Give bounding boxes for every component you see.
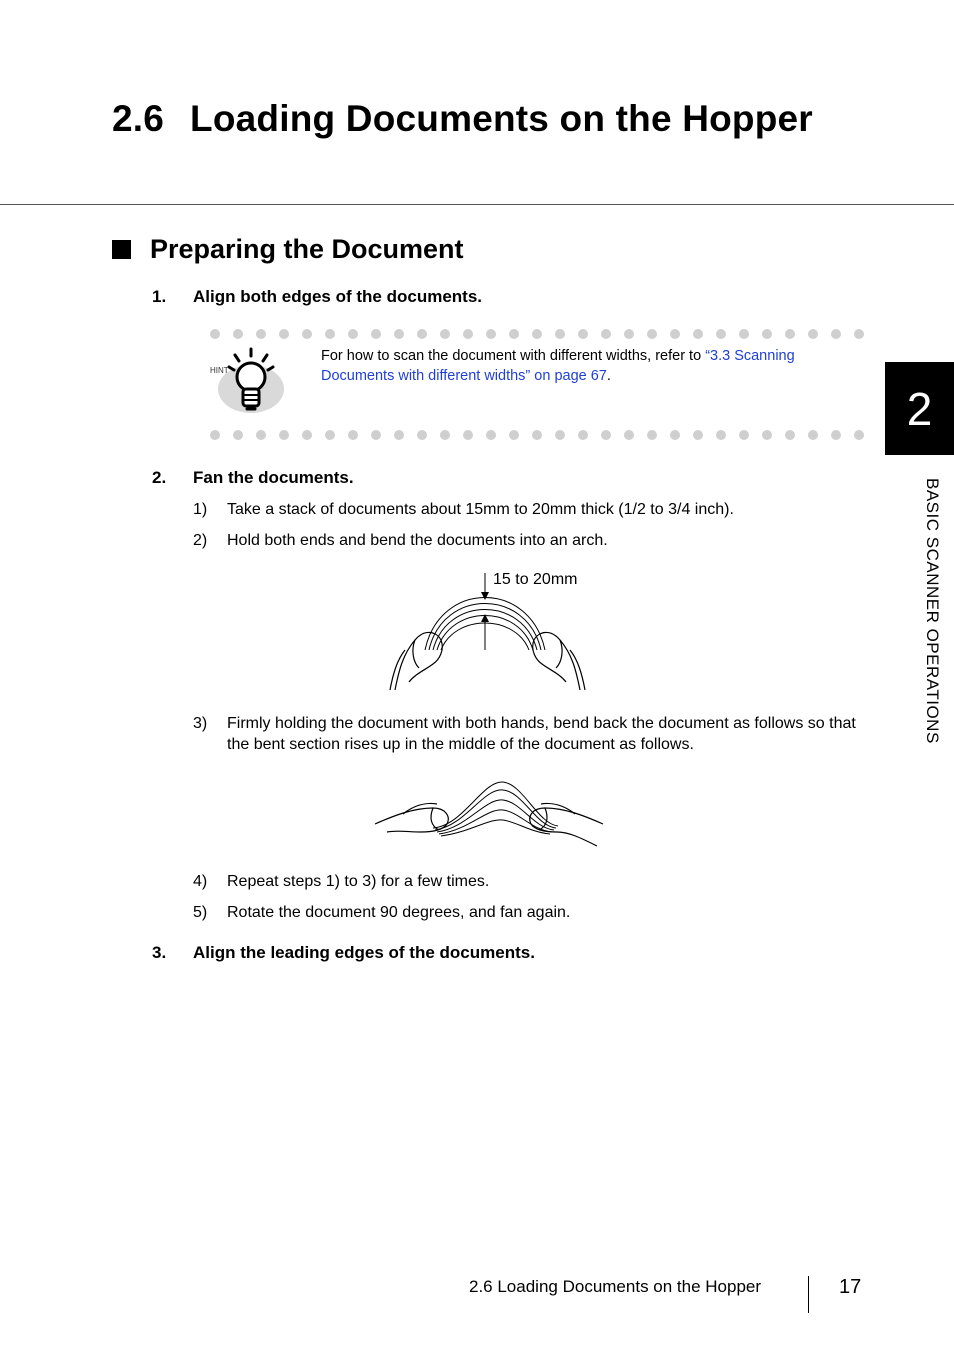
dot — [279, 329, 289, 339]
step-2 — [152, 468, 354, 488]
dot — [348, 430, 358, 440]
substep-1 — [193, 499, 867, 520]
dot — [463, 329, 473, 339]
dot — [440, 329, 450, 339]
step-number: 1. — [152, 287, 167, 306]
page-title-text: Loading Documents on the Hopper — [190, 98, 813, 139]
dot — [302, 430, 312, 440]
hint-label: HINT — [210, 366, 229, 375]
dot — [739, 430, 749, 440]
dot — [233, 329, 243, 339]
dot — [578, 430, 588, 440]
dot — [325, 329, 335, 339]
dot — [624, 430, 634, 440]
dot — [371, 430, 381, 440]
dot — [601, 329, 611, 339]
dot — [256, 329, 266, 339]
hint-text — [321, 346, 861, 386]
dot — [762, 329, 772, 339]
chapter-tab: 2 — [885, 362, 954, 455]
substep-number: 3) — [193, 715, 208, 732]
dot — [486, 329, 496, 339]
dot — [808, 329, 818, 339]
dot — [854, 329, 864, 339]
dot — [624, 329, 634, 339]
dot — [302, 329, 312, 339]
step-1 — [152, 287, 482, 307]
dot — [739, 329, 749, 339]
section-heading — [112, 234, 464, 265]
substep-number: 2) — [193, 532, 208, 549]
dot — [601, 430, 611, 440]
fanning-arch-illustration — [385, 570, 590, 696]
substep-number: 5) — [193, 904, 208, 921]
dot — [509, 430, 519, 440]
dot — [256, 430, 266, 440]
figure-thickness-label: 15 to 20mm — [493, 571, 578, 588]
dot — [693, 430, 703, 440]
substep-text: Take a stack of documents about 15mm to 20mm thick (1/2 to 3/4 inch). — [227, 501, 734, 518]
substep-4 — [193, 871, 867, 892]
step-text: Align both edges of the documents. — [193, 287, 482, 306]
step-3 — [152, 943, 535, 963]
hint-text-after: . — [606, 368, 611, 384]
substep-2 — [193, 530, 867, 551]
dot — [831, 329, 841, 339]
title-divider — [0, 204, 954, 205]
dot — [808, 430, 818, 440]
footer-running-title: 2.6 Loading Documents on the Hopper — [469, 1277, 762, 1296]
step-number: 2. — [152, 468, 167, 487]
step-text: Align the leading edges of the documents. — [193, 943, 535, 962]
dot — [463, 430, 473, 440]
dot — [371, 329, 381, 339]
dot — [785, 430, 795, 440]
dot — [417, 329, 427, 339]
dot — [210, 329, 220, 339]
substep-text: Repeat steps 1) to 3) for a few times. — [227, 873, 490, 890]
substep-5 — [193, 902, 867, 923]
dot — [555, 329, 565, 339]
dot — [854, 430, 864, 440]
dot — [417, 430, 427, 440]
chapter-side-label: BASIC SCANNER OPERATIONS — [923, 478, 942, 744]
hint-text-before: For how to scan the document with different widths, refer to — [321, 348, 706, 364]
dot — [279, 430, 289, 440]
substep-text: Hold both ends and bend the documents into an arch. — [227, 532, 608, 549]
dot — [670, 430, 680, 440]
hint-bottom-dotted-rule — [210, 430, 864, 442]
substep-text: Firmly holding the document with both hands, bend back the document as follows so that the bent section rises up in the middle of the document as follows. — [227, 715, 856, 753]
dot — [785, 329, 795, 339]
dot — [647, 329, 657, 339]
section-number: 2.6 — [112, 98, 165, 139]
dot — [532, 329, 542, 339]
hint-top-dotted-rule — [210, 329, 864, 341]
footer-page-number: 17 — [839, 1276, 862, 1298]
reverse-bend-illustration — [373, 776, 605, 850]
dot — [578, 329, 588, 339]
dot — [532, 430, 542, 440]
dot — [486, 430, 496, 440]
dot — [831, 430, 841, 440]
dot — [210, 430, 220, 440]
substep-3 — [193, 713, 867, 755]
substep-number: 1) — [193, 501, 208, 518]
dot — [509, 329, 519, 339]
substep-text: Rotate the document 90 degrees, and fan again. — [227, 904, 571, 921]
dot — [716, 329, 726, 339]
section-heading-text: Preparing the Document — [150, 234, 464, 264]
dot — [233, 430, 243, 440]
hint-box-icon-area — [213, 347, 287, 417]
dot — [716, 430, 726, 440]
dot — [647, 430, 657, 440]
dot — [394, 430, 404, 440]
dot — [693, 329, 703, 339]
dot — [555, 430, 565, 440]
lightbulb-icon — [213, 347, 287, 417]
dot — [762, 430, 772, 440]
square-bullet-icon — [112, 240, 131, 259]
dot — [670, 329, 680, 339]
step-number: 3. — [152, 943, 167, 962]
dot — [394, 329, 404, 339]
footer-divider — [808, 1276, 809, 1313]
page-title — [112, 98, 813, 140]
dot — [325, 430, 335, 440]
substep-number: 4) — [193, 873, 208, 890]
step-text: Fan the documents. — [193, 468, 354, 487]
hint-link[interactable]: “3.3 Scanning Documents with different widths” on page 67 — [321, 348, 795, 384]
dot — [440, 430, 450, 440]
dot — [348, 329, 358, 339]
